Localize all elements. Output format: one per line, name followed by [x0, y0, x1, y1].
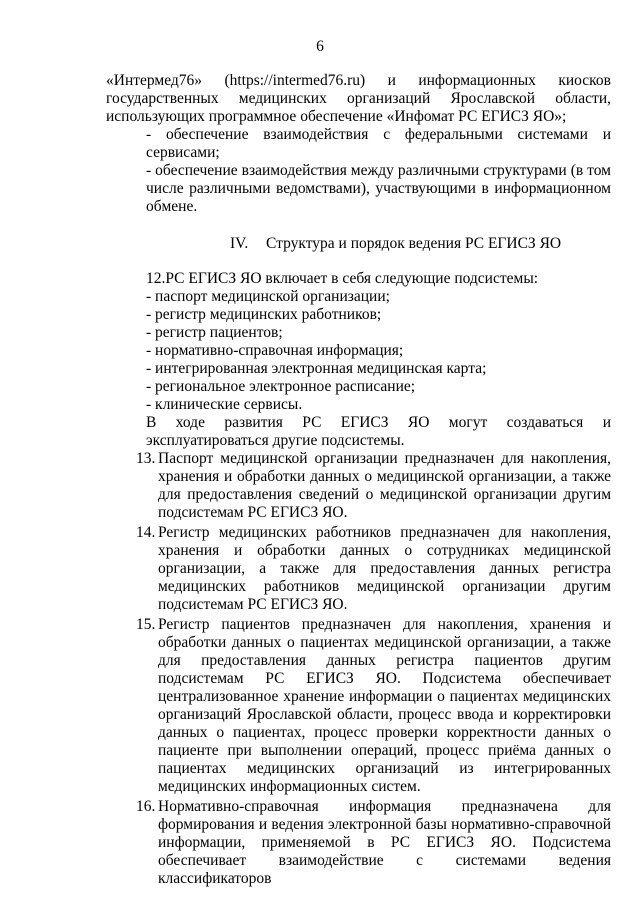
subsystem-item: - нормативно-справочная информация;: [146, 342, 404, 359]
intro-bullet-structures: - обеспечение взаимодействия между различными структурами (в том числе различными ведомствами), участвующими в информационном обмене.: [146, 162, 611, 215]
item-text: Нормативно-справочная информация предназначена для формирования и ведения электронной базы нормативно-справочной информации, применяемой в РС ЕГИСЗ ЯО. Подсистема обеспечивает взаимодействие с системами ведения классификаторов: [158, 798, 611, 887]
item-text: Регистр медицинских работников предназначен для накопления, хранения и обработки данных о сотрудниках медицинской организации, а также для предоставления данных регистра медицинских работников медицинской организации другим подсистемам РС ЕГИСЗ ЯО.: [158, 524, 611, 613]
numbered-item-16: [106, 798, 611, 888]
page-number: 6: [316, 38, 324, 55]
item-12-closing: В ходе развития РС ЕГИСЗ ЯО могут создаваться и эксплуатироваться другие подсистемы.: [146, 414, 611, 449]
item-number: 14.: [136, 524, 156, 541]
item-text: Паспорт медицинской организации предназначен для накопления, хранения и обработки данных о медицинской организации, а также для предоставления сведений о медицинской организации другим подсистемам РС ЕГИСЗ ЯО.: [158, 450, 611, 521]
subsystem-item: - регистр пациентов;: [146, 324, 283, 341]
intro-bullet-federal: - обеспечение взаимодействия с федеральными системами и сервисами;: [146, 126, 611, 161]
subsystem-item: - клинические сервисы.: [146, 396, 303, 413]
item-number: 13.: [136, 450, 156, 467]
item-number: 15.: [136, 616, 156, 633]
section-title: Структура и порядок ведения РС ЕГИСЗ ЯО: [266, 235, 562, 252]
document-body: [106, 72, 611, 890]
subsystem-item: - паспорт медицинской организации;: [146, 288, 390, 305]
numbered-item-14: [106, 524, 611, 614]
subsystem-item: - интегрированная электронная медицинская карта;: [146, 360, 487, 377]
numbered-item-15: [106, 616, 611, 796]
item-text: Регистр пациентов предназначен для накопления, хранения и обработки данных о пациентах медицинской организации, а также для предоставления данных регистра пациентов другим подсистемам РС ЕГИСЗ ЯО. Подсистема обеспечивает централизованное хранение информации о пациентах медицинских организаций Ярославской области, процесс ввода и корректировки данных о пациентах, процесс проверки корректности данных о пациенте при выполнении операций, процесс приёма данных о пациентах медицинских организаций из интегрированных медицинских информационных систем.: [158, 616, 611, 795]
section-number: IV.: [230, 235, 249, 252]
numbered-item-13: [106, 450, 611, 522]
section-heading: [106, 235, 611, 253]
subsystem-item: - регистр медицинских работников;: [146, 306, 382, 323]
item-number: 16.: [136, 798, 156, 815]
intro-continuation: «Интермед76» (https://intermed76.ru) и информационных киосков государственных медицинских организаций Ярославской области, использующих программное обеспечение «Инфомат РС ЕГИСЗ ЯО»;: [106, 72, 611, 125]
subsystem-item: - региональное электронное расписание;: [146, 378, 416, 395]
item-12-lead: 12.РС ЕГИСЗ ЯО включает в себя следующие подсистемы:: [146, 270, 539, 287]
